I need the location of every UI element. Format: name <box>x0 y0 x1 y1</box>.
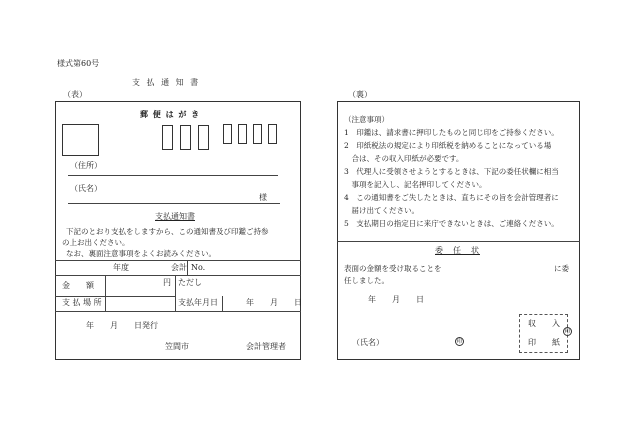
notice-line: 下記のとおり支払をしますから、この通知書及び印鑑ご持参 <box>66 227 269 236</box>
notice-line: の上お出ください。 <box>62 238 130 247</box>
proxy-text-end: に委 <box>554 264 569 273</box>
notice-heading: 支払通知書 <box>155 212 195 221</box>
table-divider <box>222 296 223 311</box>
postal-code-box <box>162 125 173 150</box>
issuer-treasurer: 会計管理者 <box>246 342 286 351</box>
issue-date: 年 月 日発行 <box>86 321 158 330</box>
postal-code-box <box>238 124 247 144</box>
table-divider <box>175 275 176 311</box>
back-side-label: （裏） <box>348 90 372 99</box>
stamp-seal-icon: 印 <box>564 328 571 335</box>
seal-mark-icon: 印 <box>456 338 463 345</box>
postcard-label: 郵 便 は が き <box>140 109 201 119</box>
notice-line: なお、裏面注意事項をよくお読みください。 <box>66 249 216 258</box>
stamp-label: 収 入 <box>528 319 560 328</box>
proxy-text: 表面の金額を受け取ることを <box>344 264 442 273</box>
honorific: 様 <box>259 193 267 202</box>
proxy-heading: 委 任 状 <box>435 246 480 255</box>
note-item: 届け出てください。 <box>344 206 419 215</box>
note-item: 5 支払期日の指定日に来庁できないときは、ご連絡ください。 <box>344 219 559 228</box>
front-title: 支 払 通 知 書 <box>132 78 201 87</box>
number-label: No. <box>191 263 206 272</box>
fiscal-year-label: 年度 <box>113 263 129 272</box>
stamp-box <box>62 124 99 156</box>
payment-date-label: 支払年月日 <box>178 298 218 307</box>
name-line <box>68 203 280 204</box>
however-label: ただし <box>178 278 202 287</box>
proxy-date: 年 月 日 <box>368 295 424 304</box>
section-divider <box>337 241 580 242</box>
name-label: （氏名） <box>70 184 102 193</box>
payment-place-label: 支 払 場 所 <box>62 298 102 307</box>
form-number: 様式第60号 <box>57 59 100 68</box>
postal-code-box <box>198 125 209 150</box>
table-border <box>55 311 301 312</box>
stamp-label: 印 紙 <box>528 338 560 347</box>
table-divider <box>105 275 106 311</box>
postal-code-box <box>253 124 262 144</box>
note-item: 1 印鑑は、請求書に押印したものと同じ印をご持参ください。 <box>344 128 559 137</box>
address-label: （住所） <box>70 161 102 170</box>
note-item: 3 代理人に受領させようとするときは、下記の委任状欄に相当 <box>344 167 559 176</box>
address-line <box>68 175 278 176</box>
front-side-label: （表） <box>63 90 87 99</box>
note-item: 事項を記入し、記名押印してください。 <box>344 180 487 189</box>
note-item: 2 印紙税法の規定により印紙税を納めることになっている場 <box>344 141 552 150</box>
table-border <box>55 296 175 297</box>
account-label: 会計 <box>171 263 187 272</box>
postal-code-box <box>180 125 191 150</box>
proxy-name-label: （氏名） <box>352 338 384 347</box>
postal-code-box <box>223 124 232 144</box>
table-border <box>55 260 301 261</box>
notes-heading: （注意事項） <box>344 115 389 124</box>
note-item: 合は、その収入印紙が必要です。 <box>344 154 464 163</box>
table-border <box>55 275 301 276</box>
issuer-city: 笠間市 <box>165 342 189 351</box>
postal-code-box <box>268 124 277 144</box>
amount-label: 金 額 <box>62 281 94 290</box>
table-divider <box>187 260 188 275</box>
note-item: 4 この通知書をご失したときは、直ちにその旨を会計管理者に <box>344 193 559 202</box>
payment-date-fields: 年 月 日 <box>246 298 302 307</box>
proxy-text: 任しました。 <box>344 276 389 285</box>
yen-label: 円 <box>163 278 171 287</box>
